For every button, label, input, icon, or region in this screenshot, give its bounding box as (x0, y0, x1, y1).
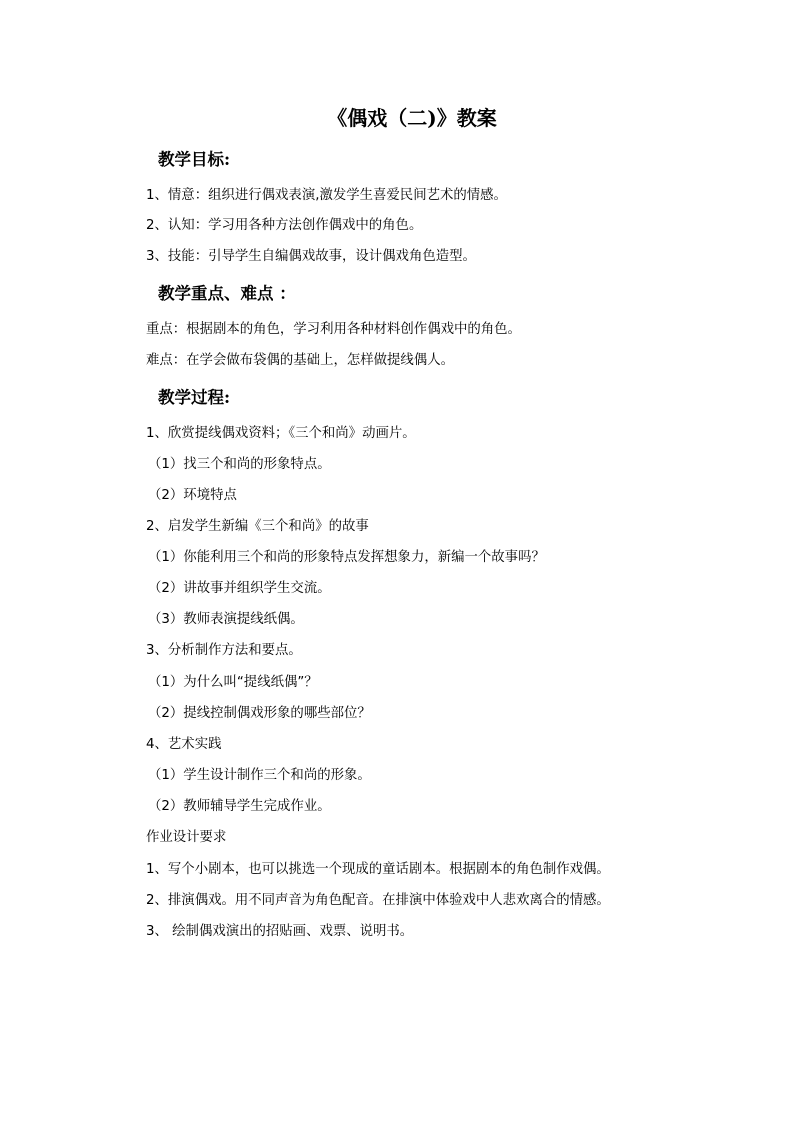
keypoint-item: 难点：在学会做布袋偶的基础上，怎样做提线偶人。 (146, 353, 454, 368)
process-item: （2）环境特点 (148, 488, 237, 503)
goal-item: 2、认知：学习用各种方法创作偶戏中的角色。 (146, 218, 423, 233)
process-item: （1）找三个和尚的形象特点。 (148, 457, 331, 472)
goal-item: 3、技能：引导学生自编偶戏故事，设计偶戏角色造型。 (146, 249, 476, 264)
process-item: （2）提线控制偶戏形象的哪些部位？ (148, 706, 371, 721)
process-item: 4、艺术实践 (146, 737, 222, 752)
homework-item: 2、排演偶戏。用不同声音为角色配音。在排演中体验戏中人悲欢离合的情感。 (146, 893, 610, 908)
process-item: （3）教师表演提线纸偶。 (148, 612, 304, 627)
section-heading-process: 教学过程: (158, 388, 231, 407)
homework-item: 1、写个小剧本，也可以挑选一个现成的童话剧本。根据剧本的角色制作戏偶。 (146, 862, 610, 877)
process-item: （2）讲故事并组织学生交流。 (148, 581, 331, 596)
section-heading-keypoints: 教学重点、难点 ： (158, 284, 296, 303)
process-item: （1）学生设计制作三个和尚的形象。 (148, 768, 371, 783)
process-item: 1、欣赏提线偶戏资料；《三个和尚》动画片。 (146, 426, 416, 441)
process-item: （1）你能利用三个和尚的形象特点发挥想象力，新编一个故事吗？ (148, 550, 545, 565)
section-heading-goals: 教学目标: (158, 150, 231, 169)
process-item: （2）教师辅导学生完成作业。 (148, 799, 331, 814)
homework-item: 3、 绘制偶戏演出的招贴画、戏票、说明书。 (146, 924, 414, 939)
homework-heading: 作业设计要求 (146, 830, 227, 845)
process-item: 3、分析制作方法和要点。 (146, 643, 302, 658)
goal-item: 1、情意：组织进行偶戏表演,激发学生喜爱民间艺术的情感。 (146, 188, 507, 203)
process-item: （1）为什么叫“提线纸偶”？ (148, 675, 318, 690)
process-item: 2、启发学生新编《三个和尚》的故事 (146, 519, 369, 534)
page-title: 《偶戏（二)》教案 (327, 106, 497, 130)
keypoint-item: 重点：根据剧本的角色，学习利用各种材料创作偶戏中的角色。 (146, 322, 521, 337)
